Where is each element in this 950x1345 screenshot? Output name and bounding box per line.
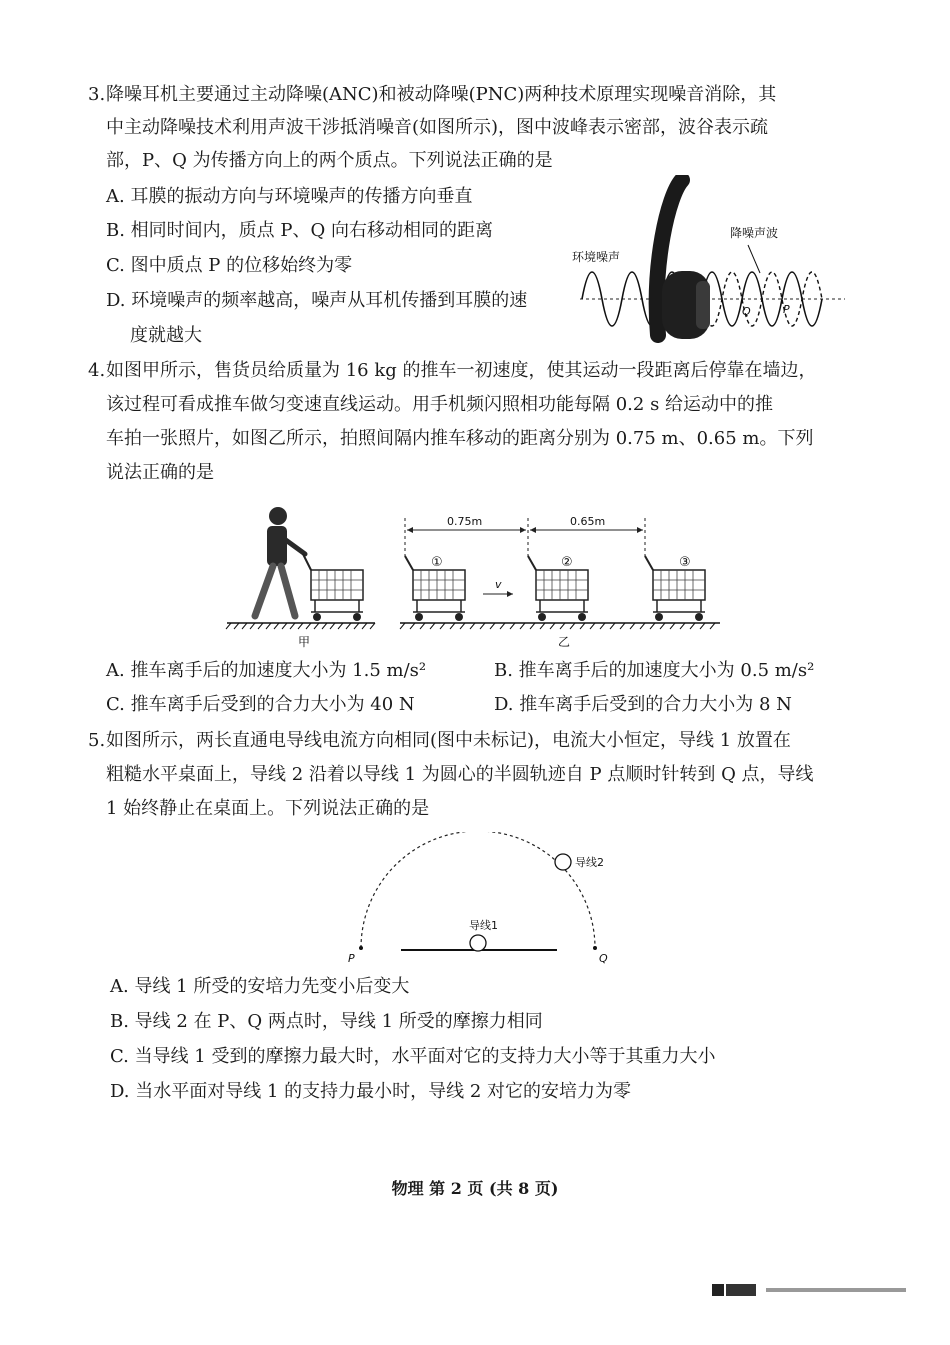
q3-option-d: D. 环境噪声的频率越高，噪声从耳机传播到耳膜的速 <box>106 290 528 311</box>
q4-option-d: D. 推车离手后受到的合力大小为 8 N <box>494 694 792 715</box>
wire-1-label: 导线1 <box>469 919 498 932</box>
q5-stem-line-1: 如图所示，两长直通电导线电流方向相同(图中未标记)，电流大小恒定，导线 1 放置在 <box>106 730 791 751</box>
watermark-logo <box>712 1283 917 1297</box>
q3-option-b: B. 相同时间内，质点 P、Q 向右移动相同的距离 <box>106 220 493 241</box>
q5-number: 5. <box>88 730 106 751</box>
q4-option-c: C. 推车离手后受到的合力大小为 40 N <box>106 694 415 715</box>
q3-option-d-cont: 度就越大 <box>130 325 202 346</box>
q3-number: 3. <box>88 84 106 105</box>
cart-3 <box>645 556 705 621</box>
q4-option-a: A. 推车离手后的加速度大小为 1.5 m/s² <box>106 660 427 681</box>
q5-stem-line-3: 1 始终静止在桌面上。下列说法正确的是 <box>106 798 430 819</box>
q5-option-b: B. 导线 2 在 P、Q 两点时，导线 1 所受的摩擦力相同 <box>110 1011 543 1032</box>
page-footer: 物理 第 2 页 (共 8 页) <box>391 1179 559 1198</box>
cart-3-label: ③ <box>679 555 691 570</box>
q5-option-c: C. 当导线 1 受到的摩擦力最大时，水平面对它的支持力大小等于其重力大小 <box>110 1046 716 1067</box>
q3-label-q: Q <box>742 305 751 318</box>
q4-stem-line-3: 车拍一张照片，如图乙所示，拍照间隔内推车移动的距离分别为 0.75 m、0.65 m。下列 <box>106 428 814 449</box>
headphone-cushion <box>696 281 710 329</box>
q4-stem-line-4: 说法正确的是 <box>106 462 214 483</box>
q3-anti-pointer <box>748 245 760 273</box>
cart-1-label: ① <box>431 555 443 570</box>
wire-2-label: 导线2 <box>575 856 604 869</box>
cart-2 <box>528 556 588 621</box>
q4-option-b: B. 推车离手后的加速度大小为 0.5 m/s² <box>494 660 815 681</box>
q4-stem-line-2: 该过程可看成推车做匀变速直线运动。用手机频闪照相功能每隔 0.2 s 给运动中的推 <box>106 394 774 415</box>
figure-label-yi: 乙 <box>558 635 571 649</box>
q4-figure <box>225 498 725 653</box>
wire-1-icon <box>470 935 486 951</box>
q3-stem-line-1: 降噪耳机主要通过主动降噪(ANC)和被动降噪(PNC)两种技术原理实现噪音消除，其 <box>106 84 777 105</box>
q4-number: 4. <box>88 360 106 381</box>
q3-option-c: C. 图中质点 P 的位移始终为零 <box>106 255 353 276</box>
distance-label-2: 0.65m <box>570 515 606 528</box>
q3-stem-line-2: 中主动降噪技术利用声波干涉抵消噪音(如图所示)，图中波峰表示密部，波谷表示疏 <box>106 117 769 138</box>
cart-jia <box>303 554 363 621</box>
q5-figure <box>345 832 625 972</box>
q3-stem-line-3: 部，P、Q 为传播方向上的两个质点。下列说法正确的是 <box>106 150 553 171</box>
q5-option-a: A. 导线 1 所受的安培力先变小后变大 <box>110 976 410 997</box>
point-q-label: Q <box>599 952 608 965</box>
q4-stem-line-1: 如图甲所示，售货员给质量为 16 kg 的推车一初速度，使其运动一段距离后停靠在墙边， <box>106 360 817 381</box>
wire-2-icon <box>555 854 571 870</box>
distance-label-1: 0.75m <box>447 515 483 528</box>
q3-option-a: A. 耳膜的振动方向与环境噪声的传播方向垂直 <box>106 186 473 207</box>
velocity-label: v <box>495 578 502 591</box>
q3-figure <box>570 175 850 350</box>
figure-label-jia: 甲 <box>298 635 311 649</box>
point-p-label: P <box>348 952 355 965</box>
salesperson-figure <box>255 507 305 616</box>
q3-label-anti: 降噪声波 <box>730 226 779 240</box>
q3-label-p: P <box>783 303 790 316</box>
q5-stem-line-2: 粗糙水平桌面上，导线 2 沿着以导线 1 为圆心的半圆轨迹自 P 点顺时针转到 Q 点，导线 <box>106 764 814 785</box>
q5-option-d: D. 当水平面对导线 1 的支持力最小时，导线 2 对它的安培力为零 <box>110 1081 632 1102</box>
q3-label-noise: 环境噪声 <box>572 250 621 264</box>
cart-2-label: ② <box>561 555 573 570</box>
